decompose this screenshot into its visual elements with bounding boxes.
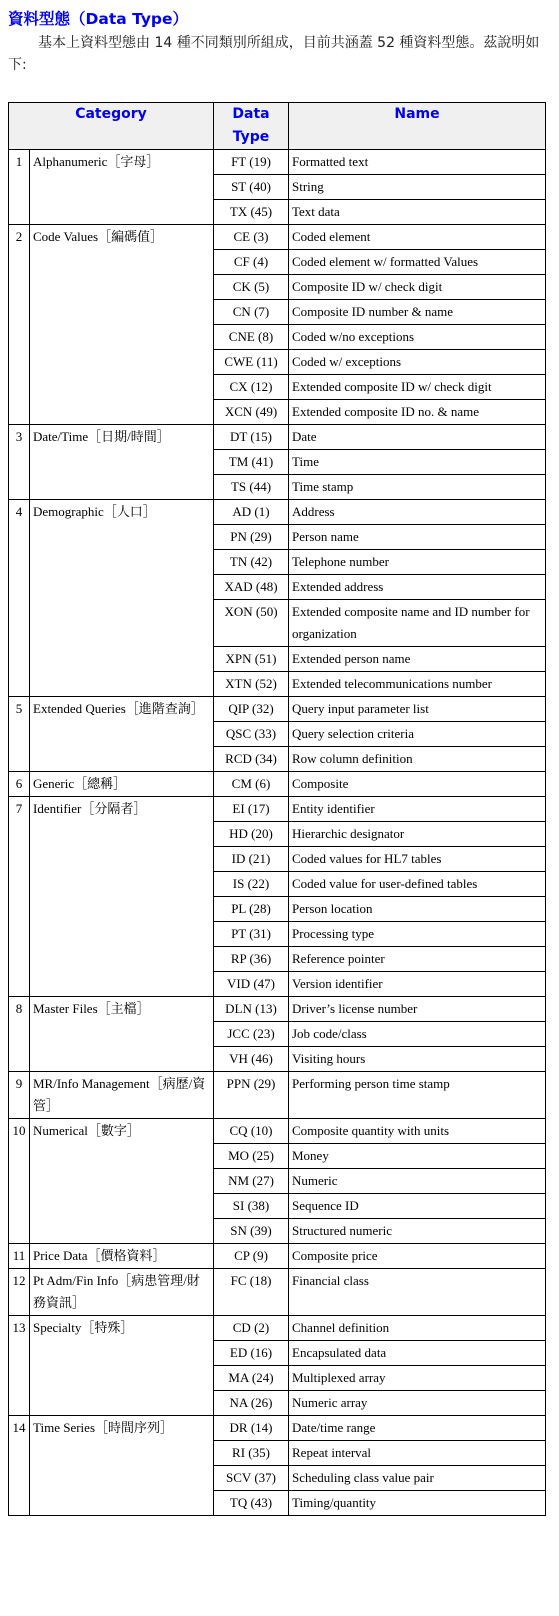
data-type-code: CWE (11) [214, 350, 289, 375]
data-type-code: PN (29) [214, 525, 289, 550]
table-row [9, 150, 546, 175]
category-name: MR/Info Management［病歷/資管］ [30, 1072, 214, 1119]
category-name: Date/Time［日期/時間］ [30, 425, 214, 500]
table-row [9, 1316, 546, 1341]
data-type-code: CN (7) [214, 300, 289, 325]
data-type-name: Coded w/no exceptions [289, 325, 546, 350]
data-type-name: Composite [289, 772, 546, 797]
data-type-code: TM (41) [214, 450, 289, 475]
intro-paragraph: 基本上資料型態由 14 種不同類別所組成，目前共涵蓋 52 種資料型態。茲說明如下: [8, 35, 540, 73]
data-type-name: Formatted text [289, 150, 546, 175]
category-name: Numerical［數字］ [30, 1119, 214, 1244]
data-type-code: FT (19) [214, 150, 289, 175]
data-type-code: ST (40) [214, 175, 289, 200]
table-row [9, 1119, 546, 1144]
category-number: 9 [9, 1072, 30, 1119]
data-type-name: Address [289, 500, 546, 525]
category-name: Time Series［時間序列］ [30, 1416, 214, 1516]
data-type-name: Coded value for user-defined tables [289, 872, 546, 897]
data-type-name: Text data [289, 200, 546, 225]
data-type-code: NA (26) [214, 1391, 289, 1416]
category-number: 12 [9, 1269, 30, 1316]
category-number: 13 [9, 1316, 30, 1416]
category-name: Alphanumeric［字母］ [30, 150, 214, 225]
data-type-code: XAD (48) [214, 575, 289, 600]
category-name: Master Files［主檔］ [30, 997, 214, 1072]
data-type-code: TQ (43) [214, 1491, 289, 1516]
category-name: Specialty［特殊］ [30, 1316, 214, 1416]
data-type-name: Scheduling class value pair [289, 1466, 546, 1491]
data-type-name: Coded element w/ formatted Values [289, 250, 546, 275]
data-type-name: Timing/quantity [289, 1491, 546, 1516]
data-type-code: XON (50) [214, 600, 289, 647]
data-type-name: Job code/class [289, 1022, 546, 1047]
data-type-name: Hierarchic designator [289, 822, 546, 847]
data-type-code: RP (36) [214, 947, 289, 972]
data-type-code: MA (24) [214, 1366, 289, 1391]
data-type-code: DR (14) [214, 1416, 289, 1441]
data-type-name: Date [289, 425, 546, 450]
data-type-name: Date/time range [289, 1416, 546, 1441]
table-row [9, 1269, 546, 1316]
data-type-name: Composite ID w/ check digit [289, 275, 546, 300]
data-type-code: JCC (23) [214, 1022, 289, 1047]
data-type-name: Money [289, 1144, 546, 1169]
category-number: 1 [9, 150, 30, 225]
data-type-name: Extended composite ID no. & name [289, 400, 546, 425]
data-type-name: Encapsulated data [289, 1341, 546, 1366]
data-type-name: Composite price [289, 1244, 546, 1269]
table-row [9, 997, 546, 1022]
data-type-name: Version identifier [289, 972, 546, 997]
data-type-code: FC (18) [214, 1269, 289, 1316]
category-number: 11 [9, 1244, 30, 1269]
data-type-code: XCN (49) [214, 400, 289, 425]
data-type-code: PT (31) [214, 922, 289, 947]
data-type-name: Query selection criteria [289, 722, 546, 747]
data-type-name: Composite ID number & name [289, 300, 546, 325]
data-type-name: Reference pointer [289, 947, 546, 972]
data-type-code: SCV (37) [214, 1466, 289, 1491]
data-type-code: CM (6) [214, 772, 289, 797]
data-type-name: Structured numeric [289, 1219, 546, 1244]
table-row [9, 797, 546, 822]
data-type-name: Extended telecommunications number [289, 672, 546, 697]
document-page [8, 8, 551, 1510]
data-type-name: Performing person time stamp [289, 1072, 546, 1119]
data-type-name: Extended address [289, 575, 546, 600]
data-type-code: VH (46) [214, 1047, 289, 1072]
data-type-code: CD (2) [214, 1316, 289, 1341]
data-type-code: DLN (13) [214, 997, 289, 1022]
data-type-name: Sequence ID [289, 1194, 546, 1219]
table-row [9, 225, 546, 250]
data-type-name: Person name [289, 525, 546, 550]
data-type-code: IS (22) [214, 872, 289, 897]
data-type-name: Multiplexed array [289, 1366, 546, 1391]
data-type-code: AD (1) [214, 500, 289, 525]
data-type-name: Extended composite ID w/ check digit [289, 375, 546, 400]
data-type-code: TN (42) [214, 550, 289, 575]
data-type-name: Composite quantity with units [289, 1119, 546, 1144]
data-type-name: Telephone number [289, 550, 546, 575]
data-type-name: Coded element [289, 225, 546, 250]
data-type-code: ED (16) [214, 1341, 289, 1366]
table-row [9, 1416, 546, 1441]
data-type-name: Time [289, 450, 546, 475]
table-row [9, 697, 546, 722]
data-type-code: MO (25) [214, 1144, 289, 1169]
data-type-code: PPN (29) [214, 1072, 289, 1119]
header-category: Category [9, 103, 214, 150]
category-number: 2 [9, 225, 30, 425]
data-type-name: Row column definition [289, 747, 546, 772]
data-type-name: Channel definition [289, 1316, 546, 1341]
data-type-name: Coded values for HL7 tables [289, 847, 546, 872]
data-type-name: Entity identifier [289, 797, 546, 822]
data-type-code: EI (17) [214, 797, 289, 822]
page-title: 資料型態（Data Type） [8, 10, 189, 28]
category-name: Pt Adm/Fin Info［病患管理/財務資訊］ [30, 1269, 214, 1316]
header-data-type: Data Type [214, 103, 289, 150]
data-type-code: CNE (8) [214, 325, 289, 350]
data-type-name: Visiting hours [289, 1047, 546, 1072]
data-type-code: RCD (34) [214, 747, 289, 772]
category-name: Extended Queries［進階查詢］ [30, 697, 214, 772]
table-header-row [9, 103, 546, 150]
data-type-code: DT (15) [214, 425, 289, 450]
data-type-code: CF (4) [214, 250, 289, 275]
data-type-name: Processing type [289, 922, 546, 947]
data-type-name: Coded w/ exceptions [289, 350, 546, 375]
data-type-code: VID (47) [214, 972, 289, 997]
data-type-code: CP (9) [214, 1244, 289, 1269]
category-number: 10 [9, 1119, 30, 1244]
table-row [9, 772, 546, 797]
category-name: Demographic［人口］ [30, 500, 214, 697]
data-type-name: Time stamp [289, 475, 546, 500]
data-type-code: QIP (32) [214, 697, 289, 722]
data-type-code: CQ (10) [214, 1119, 289, 1144]
category-number: 14 [9, 1416, 30, 1516]
category-number: 5 [9, 697, 30, 772]
data-type-name: String [289, 175, 546, 200]
data-type-name: Financial class [289, 1269, 546, 1316]
data-type-table [8, 102, 546, 1516]
data-type-name: Extended composite name and ID number for organization [289, 600, 546, 647]
data-type-code: TX (45) [214, 200, 289, 225]
category-number: 6 [9, 772, 30, 797]
data-type-code: ID (21) [214, 847, 289, 872]
data-type-code: CK (5) [214, 275, 289, 300]
data-type-name: Extended person name [289, 647, 546, 672]
category-number: 8 [9, 997, 30, 1072]
data-type-code: SI (38) [214, 1194, 289, 1219]
data-type-code: QSC (33) [214, 722, 289, 747]
data-type-code: HD (20) [214, 822, 289, 847]
data-type-code: NM (27) [214, 1169, 289, 1194]
data-type-name: Person location [289, 897, 546, 922]
table-row [9, 1244, 546, 1269]
category-number: 4 [9, 500, 30, 697]
data-type-name: Driver’s license number [289, 997, 546, 1022]
table-row [9, 425, 546, 450]
data-type-code: PL (28) [214, 897, 289, 922]
table-row [9, 1072, 546, 1119]
table-body [9, 150, 546, 1516]
data-type-code: RI (35) [214, 1441, 289, 1466]
category-name: Identifier［分隔者］ [30, 797, 214, 997]
category-name: Generic［總稱］ [30, 772, 214, 797]
category-name: Code Values［編碼值］ [30, 225, 214, 425]
category-number: 3 [9, 425, 30, 500]
data-type-code: TS (44) [214, 475, 289, 500]
data-type-code: CE (3) [214, 225, 289, 250]
data-type-name: Numeric [289, 1169, 546, 1194]
table-row [9, 500, 546, 525]
data-type-name: Repeat interval [289, 1441, 546, 1466]
category-number: 7 [9, 797, 30, 997]
data-type-code: XTN (52) [214, 672, 289, 697]
data-type-name: Query input parameter list [289, 697, 546, 722]
header-name: Name [289, 103, 546, 150]
data-type-code: CX (12) [214, 375, 289, 400]
category-name: Price Data［價格資料］ [30, 1244, 214, 1269]
data-type-code: SN (39) [214, 1219, 289, 1244]
data-type-code: XPN (51) [214, 647, 289, 672]
data-type-name: Numeric array [289, 1391, 546, 1416]
